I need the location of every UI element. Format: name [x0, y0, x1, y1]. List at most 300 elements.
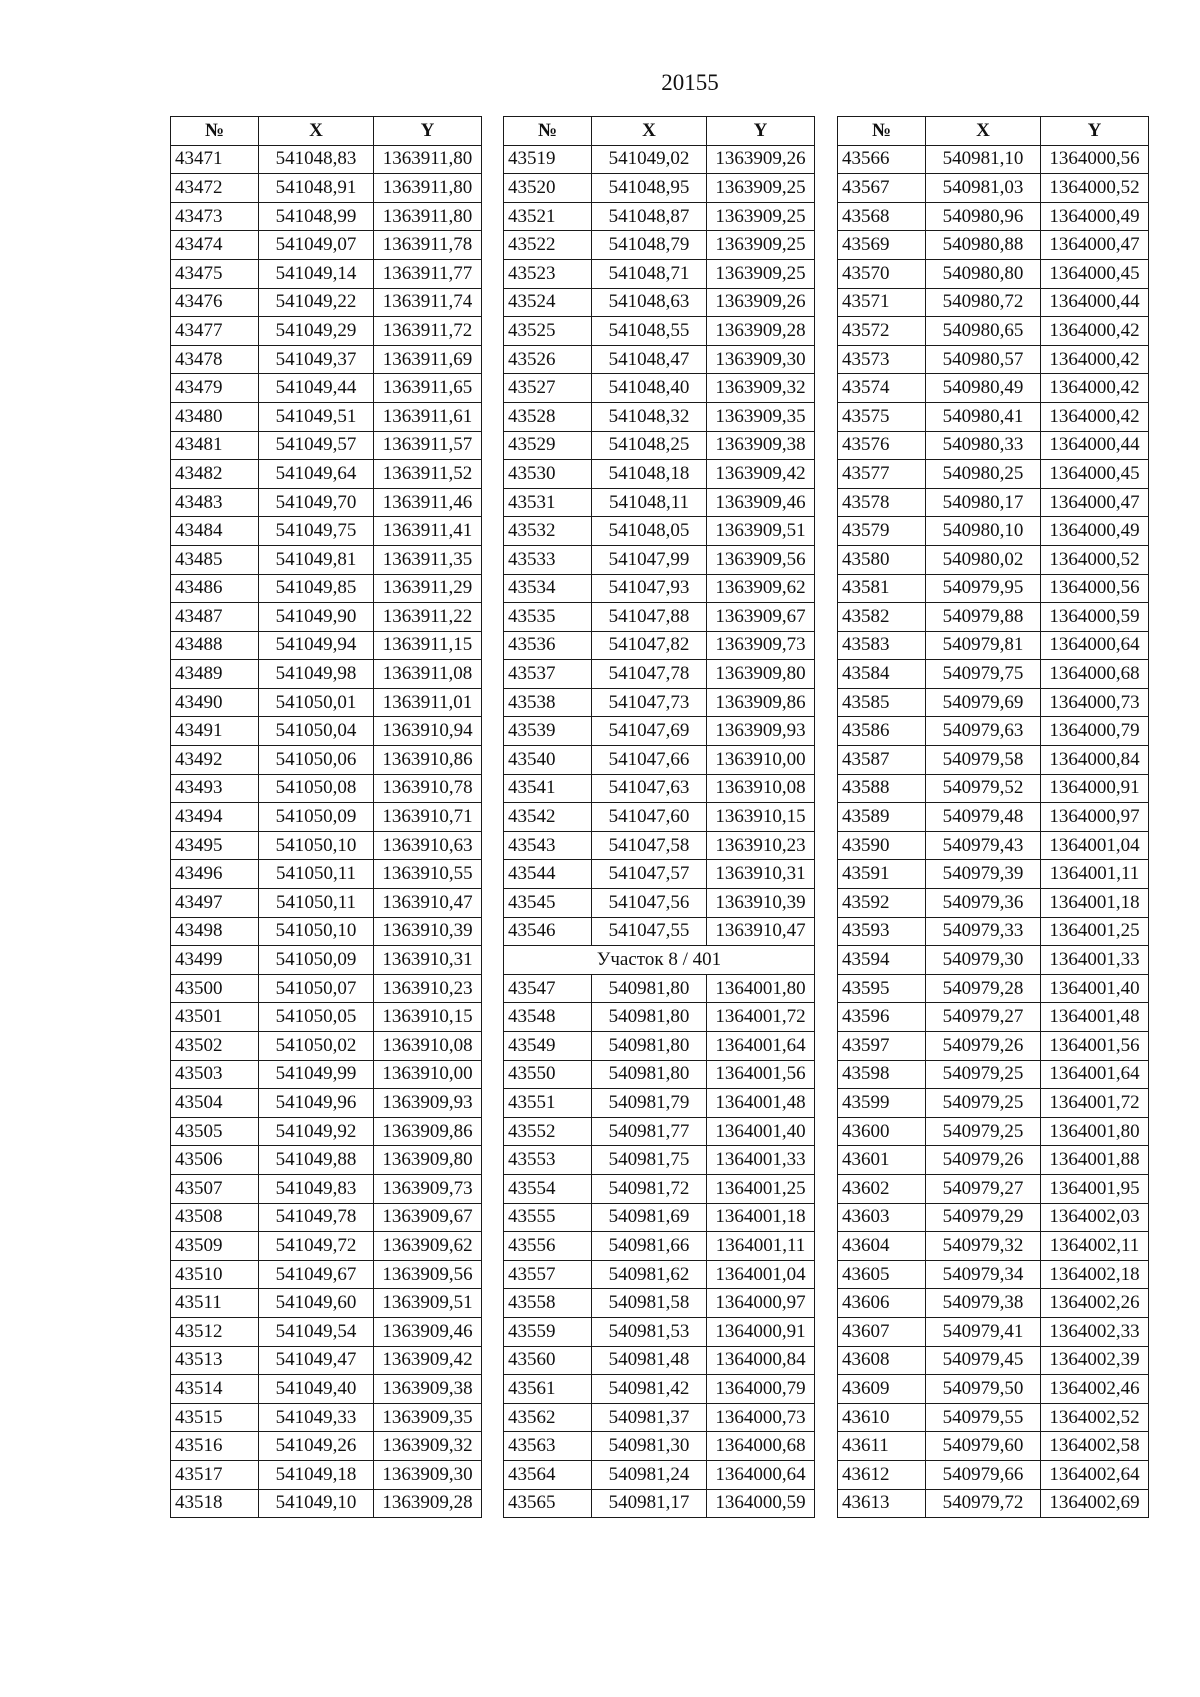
- table-row: [838, 488, 1149, 517]
- point-number-cell: 43589: [838, 803, 926, 832]
- x-coordinate-cell: 541049,40: [259, 1375, 374, 1404]
- x-coordinate-cell: 541048,55: [592, 317, 707, 346]
- y-coordinate-cell: 1364000,52: [1041, 174, 1149, 203]
- y-coordinate-cell: 1363909,62: [707, 574, 815, 603]
- table-row: [171, 860, 482, 889]
- x-coordinate-cell: 540979,25: [926, 1060, 1041, 1089]
- x-coordinate-cell: 541049,85: [259, 574, 374, 603]
- table-row: [171, 231, 482, 260]
- point-number-cell: 43500: [171, 974, 259, 1003]
- y-coordinate-cell: 1364001,11: [1041, 860, 1149, 889]
- header-y: Y: [707, 117, 815, 146]
- y-coordinate-cell: 1363909,67: [707, 603, 815, 632]
- point-number-cell: 43514: [171, 1375, 259, 1404]
- point-number-cell: 43562: [504, 1403, 592, 1432]
- point-number-cell: 43481: [171, 431, 259, 460]
- table-row: [171, 1317, 482, 1346]
- point-number-cell: 43485: [171, 545, 259, 574]
- table-row: [838, 660, 1149, 689]
- x-coordinate-cell: 540981,53: [592, 1317, 707, 1346]
- point-number-cell: 43477: [171, 317, 259, 346]
- table-row: [838, 1003, 1149, 1032]
- table-row: [838, 603, 1149, 632]
- point-number-cell: 43530: [504, 460, 592, 489]
- point-number-cell: 43552: [504, 1117, 592, 1146]
- y-coordinate-cell: 1363909,67: [374, 1203, 482, 1232]
- point-number-cell: 43611: [838, 1432, 926, 1461]
- point-number-cell: 43583: [838, 631, 926, 660]
- y-coordinate-cell: 1363909,32: [374, 1432, 482, 1461]
- x-coordinate-cell: 541049,10: [259, 1489, 374, 1518]
- table-row: [838, 1146, 1149, 1175]
- point-number-cell: 43559: [504, 1317, 592, 1346]
- point-number-cell: 43525: [504, 317, 592, 346]
- x-coordinate-cell: 540980,17: [926, 488, 1041, 517]
- point-number-cell: 43504: [171, 1089, 259, 1118]
- x-coordinate-cell: 541047,56: [592, 889, 707, 918]
- y-coordinate-cell: 1364002,39: [1041, 1346, 1149, 1375]
- y-coordinate-cell: 1363910,63: [374, 831, 482, 860]
- point-number-cell: 43548: [504, 1003, 592, 1032]
- x-coordinate-cell: 540979,50: [926, 1375, 1041, 1404]
- y-coordinate-cell: 1364000,79: [707, 1375, 815, 1404]
- table-row: [504, 1260, 815, 1289]
- x-coordinate-cell: 541049,81: [259, 545, 374, 574]
- point-number-cell: 43512: [171, 1317, 259, 1346]
- table-row: [838, 746, 1149, 775]
- point-number-cell: 43534: [504, 574, 592, 603]
- x-coordinate-cell: 541047,93: [592, 574, 707, 603]
- point-number-cell: 43472: [171, 174, 259, 203]
- y-coordinate-cell: 1364000,45: [1041, 259, 1149, 288]
- x-coordinate-cell: 540979,28: [926, 974, 1041, 1003]
- y-coordinate-cell: 1363909,46: [707, 488, 815, 517]
- y-coordinate-cell: 1363909,86: [707, 688, 815, 717]
- table-header-row: [504, 117, 815, 146]
- header-number: №: [838, 117, 926, 146]
- point-number-cell: 43569: [838, 231, 926, 260]
- x-coordinate-cell: 541048,05: [592, 517, 707, 546]
- table-row: [838, 574, 1149, 603]
- point-number-cell: 43581: [838, 574, 926, 603]
- x-coordinate-cell: 540981,62: [592, 1260, 707, 1289]
- point-number-cell: 43602: [838, 1174, 926, 1203]
- y-coordinate-cell: 1364000,52: [1041, 545, 1149, 574]
- y-coordinate-cell: 1363911,35: [374, 545, 482, 574]
- y-coordinate-cell: 1364002,46: [1041, 1375, 1149, 1404]
- y-coordinate-cell: 1363910,00: [374, 1060, 482, 1089]
- header-x: X: [259, 117, 374, 146]
- y-coordinate-cell: 1364000,49: [1041, 517, 1149, 546]
- y-coordinate-cell: 1364000,56: [1041, 574, 1149, 603]
- x-coordinate-cell: 540979,30: [926, 946, 1041, 975]
- x-coordinate-cell: 541049,78: [259, 1203, 374, 1232]
- x-coordinate-cell: 541050,05: [259, 1003, 374, 1032]
- point-number-cell: 43593: [838, 917, 926, 946]
- y-coordinate-cell: 1364001,64: [707, 1032, 815, 1061]
- x-coordinate-cell: 541049,44: [259, 374, 374, 403]
- y-coordinate-cell: 1364000,91: [1041, 774, 1149, 803]
- table-row: [171, 889, 482, 918]
- y-coordinate-cell: 1364000,42: [1041, 402, 1149, 431]
- x-coordinate-cell: 541049,98: [259, 660, 374, 689]
- x-coordinate-cell: 540980,02: [926, 545, 1041, 574]
- table-row: [504, 1232, 815, 1261]
- point-number-cell: 43563: [504, 1432, 592, 1461]
- point-number-cell: 43570: [838, 259, 926, 288]
- y-coordinate-cell: 1363909,26: [707, 145, 815, 174]
- x-coordinate-cell: 540979,48: [926, 803, 1041, 832]
- x-coordinate-cell: 541050,07: [259, 974, 374, 1003]
- table-row: [838, 174, 1149, 203]
- x-coordinate-cell: 541050,02: [259, 1032, 374, 1061]
- y-coordinate-cell: 1364001,04: [707, 1260, 815, 1289]
- point-number-cell: 43598: [838, 1060, 926, 1089]
- table-row: [171, 1003, 482, 1032]
- point-number-cell: 43574: [838, 374, 926, 403]
- point-number-cell: 43566: [838, 145, 926, 174]
- x-coordinate-cell: 541048,83: [259, 145, 374, 174]
- table-row: [504, 631, 815, 660]
- point-number-cell: 43507: [171, 1174, 259, 1203]
- x-coordinate-cell: 541049,29: [259, 317, 374, 346]
- x-coordinate-cell: 541047,78: [592, 660, 707, 689]
- point-number-cell: 43601: [838, 1146, 926, 1175]
- y-coordinate-cell: 1364000,47: [1041, 488, 1149, 517]
- table-row: [171, 202, 482, 231]
- table-row: [838, 259, 1149, 288]
- y-coordinate-cell: 1363911,41: [374, 517, 482, 546]
- y-coordinate-cell: 1363911,57: [374, 431, 482, 460]
- x-coordinate-cell: 540979,41: [926, 1317, 1041, 1346]
- table-row: [504, 517, 815, 546]
- x-coordinate-cell: 540979,45: [926, 1346, 1041, 1375]
- table-row: [171, 1032, 482, 1061]
- x-coordinate-cell: 541049,54: [259, 1317, 374, 1346]
- x-coordinate-cell: 540981,37: [592, 1403, 707, 1432]
- table-row: [171, 1260, 482, 1289]
- page-number: 20155: [661, 70, 719, 95]
- table-row: [838, 231, 1149, 260]
- point-number-cell: 43488: [171, 631, 259, 660]
- y-coordinate-cell: 1364000,68: [707, 1432, 815, 1461]
- point-number-cell: 43474: [171, 231, 259, 260]
- point-number-cell: 43572: [838, 317, 926, 346]
- y-coordinate-cell: 1364000,79: [1041, 717, 1149, 746]
- y-coordinate-cell: 1364001,80: [707, 974, 815, 1003]
- header-y: Y: [1041, 117, 1149, 146]
- table-row: [171, 174, 482, 203]
- y-coordinate-cell: 1364001,80: [1041, 1117, 1149, 1146]
- x-coordinate-cell: 541050,11: [259, 889, 374, 918]
- y-coordinate-cell: 1364002,03: [1041, 1203, 1149, 1232]
- x-coordinate-cell: 540981,03: [926, 174, 1041, 203]
- header-number: №: [504, 117, 592, 146]
- coordinates-table-1: [170, 116, 482, 1518]
- x-coordinate-cell: 540979,75: [926, 660, 1041, 689]
- y-coordinate-cell: 1363911,29: [374, 574, 482, 603]
- x-coordinate-cell: 541047,99: [592, 545, 707, 574]
- y-coordinate-cell: 1364001,48: [1041, 1003, 1149, 1032]
- y-coordinate-cell: 1363909,73: [707, 631, 815, 660]
- point-number-cell: 43579: [838, 517, 926, 546]
- point-number-cell: 43524: [504, 288, 592, 317]
- y-coordinate-cell: 1363909,86: [374, 1117, 482, 1146]
- y-coordinate-cell: 1363911,46: [374, 488, 482, 517]
- point-number-cell: 43505: [171, 1117, 259, 1146]
- table-row: [171, 317, 482, 346]
- table-row: [838, 631, 1149, 660]
- table-row: [838, 917, 1149, 946]
- x-coordinate-cell: 540981,17: [592, 1489, 707, 1518]
- y-coordinate-cell: 1364000,64: [1041, 631, 1149, 660]
- x-coordinate-cell: 541047,73: [592, 688, 707, 717]
- y-coordinate-cell: 1363909,32: [707, 374, 815, 403]
- y-coordinate-cell: 1363911,78: [374, 231, 482, 260]
- x-coordinate-cell: 540980,25: [926, 460, 1041, 489]
- table-row: [171, 1203, 482, 1232]
- point-number-cell: 43587: [838, 746, 926, 775]
- point-number-cell: 43537: [504, 660, 592, 689]
- table-row: [504, 1089, 815, 1118]
- table-row: [504, 1174, 815, 1203]
- table-row: [171, 746, 482, 775]
- point-number-cell: 43483: [171, 488, 259, 517]
- x-coordinate-cell: 541047,57: [592, 860, 707, 889]
- x-coordinate-cell: 541049,72: [259, 1232, 374, 1261]
- x-coordinate-cell: 541048,63: [592, 288, 707, 317]
- y-coordinate-cell: 1364002,33: [1041, 1317, 1149, 1346]
- table-row: [171, 1289, 482, 1318]
- x-coordinate-cell: 540979,58: [926, 746, 1041, 775]
- y-coordinate-cell: 1363910,94: [374, 717, 482, 746]
- table-row: [504, 574, 815, 603]
- y-coordinate-cell: 1363911,61: [374, 402, 482, 431]
- y-coordinate-cell: 1364001,40: [1041, 974, 1149, 1003]
- point-number-cell: 43543: [504, 831, 592, 860]
- y-coordinate-cell: 1363910,08: [707, 774, 815, 803]
- x-coordinate-cell: 540979,81: [926, 631, 1041, 660]
- table-header-row: [171, 117, 482, 146]
- table-row: [838, 1375, 1149, 1404]
- x-coordinate-cell: 540981,75: [592, 1146, 707, 1175]
- table-row: [504, 259, 815, 288]
- x-coordinate-cell: 541049,02: [592, 145, 707, 174]
- point-number-cell: 43609: [838, 1375, 926, 1404]
- point-number-cell: 43542: [504, 803, 592, 832]
- y-coordinate-cell: 1363910,23: [707, 831, 815, 860]
- table-row: [504, 1146, 815, 1175]
- table-row: [171, 431, 482, 460]
- y-coordinate-cell: 1363909,51: [374, 1289, 482, 1318]
- point-number-cell: 43527: [504, 374, 592, 403]
- table-row: [171, 974, 482, 1003]
- table-row: [171, 688, 482, 717]
- x-coordinate-cell: 540979,27: [926, 1003, 1041, 1032]
- table-row: [171, 1375, 482, 1404]
- x-coordinate-cell: 541048,47: [592, 345, 707, 374]
- point-number-cell: 43556: [504, 1232, 592, 1261]
- table-row: [838, 1346, 1149, 1375]
- point-number-cell: 43578: [838, 488, 926, 517]
- x-coordinate-cell: 541049,94: [259, 631, 374, 660]
- x-coordinate-cell: 540980,72: [926, 288, 1041, 317]
- table-row: [838, 1174, 1149, 1203]
- point-number-cell: 43606: [838, 1289, 926, 1318]
- header-x: X: [926, 117, 1041, 146]
- table-row: [838, 974, 1149, 1003]
- y-coordinate-cell: 1364000,73: [1041, 688, 1149, 717]
- table-row: [504, 974, 815, 1003]
- table-row: [504, 717, 815, 746]
- x-coordinate-cell: 540981,42: [592, 1375, 707, 1404]
- x-coordinate-cell: 541048,32: [592, 402, 707, 431]
- y-coordinate-cell: 1364001,18: [707, 1203, 815, 1232]
- point-number-cell: 43536: [504, 631, 592, 660]
- x-coordinate-cell: 541050,10: [259, 917, 374, 946]
- table-row: [504, 374, 815, 403]
- table-row: [171, 1403, 482, 1432]
- point-number-cell: 43605: [838, 1260, 926, 1289]
- y-coordinate-cell: 1363910,15: [374, 1003, 482, 1032]
- point-number-cell: 43541: [504, 774, 592, 803]
- point-number-cell: 43558: [504, 1289, 592, 1318]
- table-row: [838, 345, 1149, 374]
- table-row: [838, 374, 1149, 403]
- x-coordinate-cell: 540981,69: [592, 1203, 707, 1232]
- table-row: [504, 402, 815, 431]
- y-coordinate-cell: 1364001,88: [1041, 1146, 1149, 1175]
- y-coordinate-cell: 1363909,93: [707, 717, 815, 746]
- y-coordinate-cell: 1364001,18: [1041, 889, 1149, 918]
- y-coordinate-cell: 1364001,72: [707, 1003, 815, 1032]
- coordinates-table-3: [837, 116, 1149, 1518]
- table-row: [838, 545, 1149, 574]
- table-row: [838, 1060, 1149, 1089]
- y-coordinate-cell: 1364002,26: [1041, 1289, 1149, 1318]
- table-row: [171, 660, 482, 689]
- x-coordinate-cell: 541049,57: [259, 431, 374, 460]
- x-coordinate-cell: 540981,79: [592, 1089, 707, 1118]
- x-coordinate-cell: 540981,80: [592, 1032, 707, 1061]
- point-number-cell: 43539: [504, 717, 592, 746]
- x-coordinate-cell: 541048,95: [592, 174, 707, 203]
- y-coordinate-cell: 1364000,91: [707, 1317, 815, 1346]
- x-coordinate-cell: 541047,69: [592, 717, 707, 746]
- y-coordinate-cell: 1363909,42: [707, 460, 815, 489]
- table-row: [838, 1089, 1149, 1118]
- table-row: [171, 402, 482, 431]
- table-row: [838, 1432, 1149, 1461]
- y-coordinate-cell: 1363910,31: [374, 946, 482, 975]
- point-number-cell: 43519: [504, 145, 592, 174]
- y-coordinate-cell: 1363909,25: [707, 202, 815, 231]
- point-number-cell: 43531: [504, 488, 592, 517]
- point-number-cell: 43475: [171, 259, 259, 288]
- table-header-row: [838, 117, 1149, 146]
- table-row: [504, 231, 815, 260]
- header-x: X: [592, 117, 707, 146]
- x-coordinate-cell: 541050,08: [259, 774, 374, 803]
- y-coordinate-cell: 1364001,56: [1041, 1032, 1149, 1061]
- y-coordinate-cell: 1364001,40: [707, 1117, 815, 1146]
- y-coordinate-cell: 1364000,84: [707, 1346, 815, 1375]
- table-row: [504, 746, 815, 775]
- y-coordinate-cell: 1364002,64: [1041, 1460, 1149, 1489]
- x-coordinate-cell: 541049,47: [259, 1346, 374, 1375]
- table-row: [504, 1003, 815, 1032]
- point-number-cell: 43575: [838, 402, 926, 431]
- y-coordinate-cell: 1363910,39: [374, 917, 482, 946]
- table-row: [504, 488, 815, 517]
- table-row: [838, 889, 1149, 918]
- x-coordinate-cell: 541048,40: [592, 374, 707, 403]
- y-coordinate-cell: 1363909,56: [707, 545, 815, 574]
- y-coordinate-cell: 1363909,42: [374, 1346, 482, 1375]
- y-coordinate-cell: 1363911,77: [374, 259, 482, 288]
- x-coordinate-cell: 541050,09: [259, 946, 374, 975]
- y-coordinate-cell: 1364001,64: [1041, 1060, 1149, 1089]
- table-row: [171, 946, 482, 975]
- table-row: [171, 1232, 482, 1261]
- x-coordinate-cell: 541049,96: [259, 1089, 374, 1118]
- x-coordinate-cell: 541050,04: [259, 717, 374, 746]
- point-number-cell: 43496: [171, 860, 259, 889]
- table-row: [838, 1232, 1149, 1261]
- point-number-cell: 43508: [171, 1203, 259, 1232]
- x-coordinate-cell: 541050,11: [259, 860, 374, 889]
- header-number: №: [171, 117, 259, 146]
- x-coordinate-cell: 541047,88: [592, 603, 707, 632]
- point-number-cell: 43489: [171, 660, 259, 689]
- y-coordinate-cell: 1364000,59: [1041, 603, 1149, 632]
- table-row: [838, 831, 1149, 860]
- x-coordinate-cell: 540979,52: [926, 774, 1041, 803]
- x-coordinate-cell: 540979,25: [926, 1089, 1041, 1118]
- table-row: [171, 774, 482, 803]
- x-coordinate-cell: 540979,38: [926, 1289, 1041, 1318]
- table-row: [838, 1489, 1149, 1518]
- point-number-cell: 43544: [504, 860, 592, 889]
- x-coordinate-cell: 540979,33: [926, 917, 1041, 946]
- y-coordinate-cell: 1363909,28: [707, 317, 815, 346]
- y-coordinate-cell: 1364001,33: [1041, 946, 1149, 975]
- x-coordinate-cell: 540979,55: [926, 1403, 1041, 1432]
- y-coordinate-cell: 1364001,48: [707, 1089, 815, 1118]
- table-row: [838, 717, 1149, 746]
- x-coordinate-cell: 540979,36: [926, 889, 1041, 918]
- y-coordinate-cell: 1363910,71: [374, 803, 482, 832]
- x-coordinate-cell: 541050,09: [259, 803, 374, 832]
- table-row: [504, 831, 815, 860]
- point-number-cell: 43555: [504, 1203, 592, 1232]
- table-row: [171, 603, 482, 632]
- x-coordinate-cell: 541047,82: [592, 631, 707, 660]
- point-number-cell: 43498: [171, 917, 259, 946]
- table-row: [838, 803, 1149, 832]
- y-coordinate-cell: 1363911,01: [374, 688, 482, 717]
- table-row: [171, 1174, 482, 1203]
- point-number-cell: 43484: [171, 517, 259, 546]
- y-coordinate-cell: 1363910,00: [707, 746, 815, 775]
- point-number-cell: 43494: [171, 803, 259, 832]
- y-coordinate-cell: 1363909,35: [707, 402, 815, 431]
- x-coordinate-cell: 541047,60: [592, 803, 707, 832]
- y-coordinate-cell: 1363909,25: [707, 231, 815, 260]
- table-row: [838, 460, 1149, 489]
- y-coordinate-cell: 1363911,52: [374, 460, 482, 489]
- table-row: [504, 1117, 815, 1146]
